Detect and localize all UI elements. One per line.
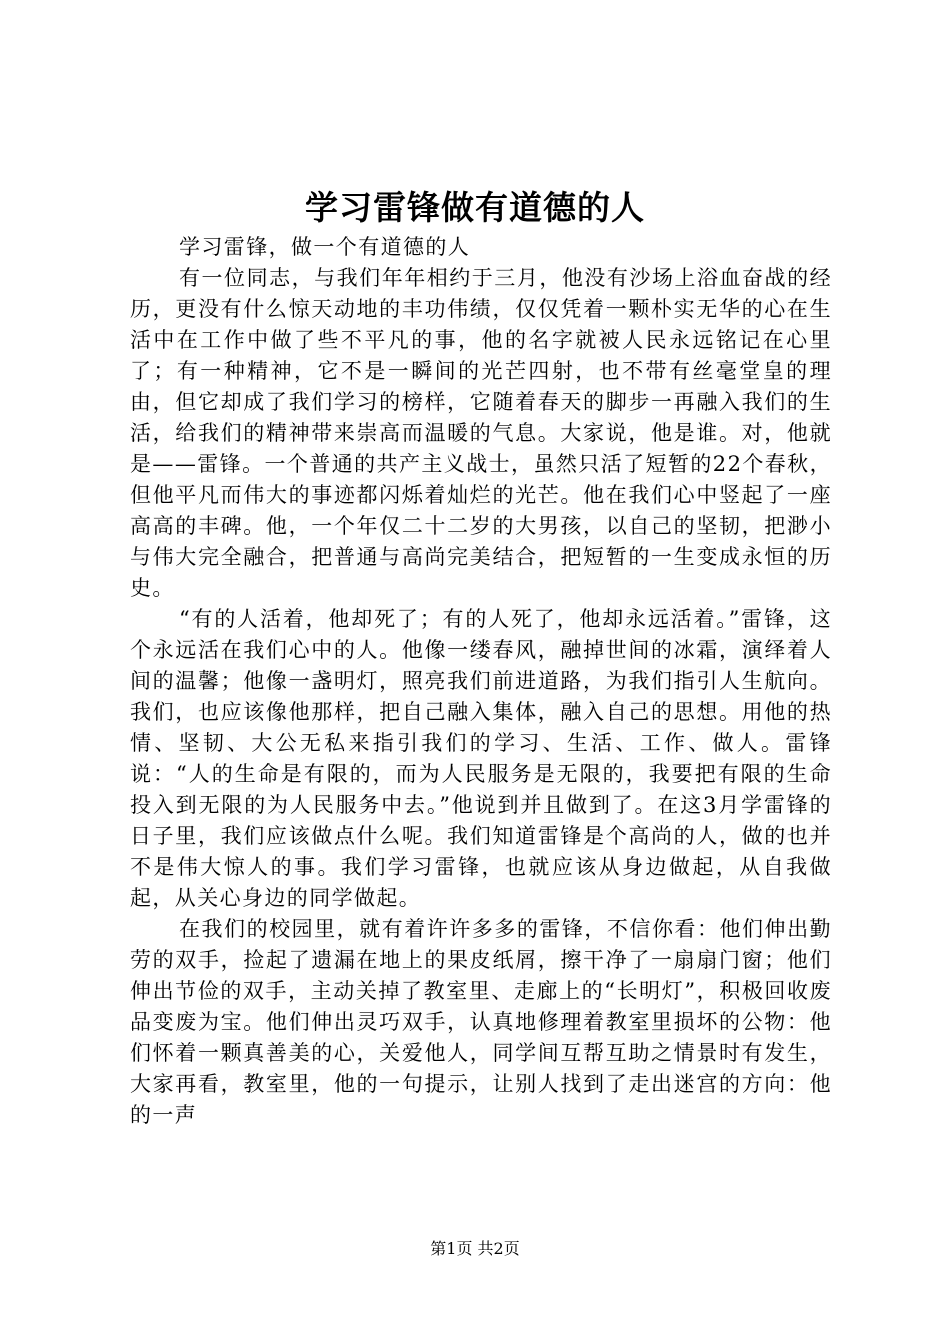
paragraph: 有一位同志，与我们年年相约于三月，他没有沙场上浴血奋战的经历，更没有什么惊天动地的丰功伟绩，仅仅凭着一颗朴实无华的心在生活中在工作中做了些不平凡的事，他的名字就被人民永远铭记在心里了；有一种精神，它不是一瞬间的光芒四射，也不带有丝毫堂皇的理由，但它却成了我们学习的榜样，它随着春天的脚步一再融入我们的生活，给我们的精神带来崇高而温暖的气息。大家说，他是谁。对，他就是——雷锋。一个普通的共产主义战士，虽然只活了短暂的22个春秋，但他平凡而伟大的事迹都闪烁着灿烂的光芒。他在我们心中竖起了一座高高的丰碑。他，一个年仅二十二岁的大男孩，以自己的坚韧，把渺小与伟大完全融合，把普通与高尚完美结合，把短暂的一生变成永恒的历史。 <box>130 266 832 600</box>
paragraph: “有的人活着，他却死了；有的人死了，他却永远活着。”雷锋，这个永远活在我们心中的人。他像一缕春风，融掉世间的冰霜，演绎着人间的温馨；他像一盏明灯，照亮我们前进道路，为我们指引人生航向。我们，也应该像他那样，把自己融入集体，融入自己的思想。用他的热情、坚韧、大公无私来指引我们的学习、生活、工作、做人。雷锋说：“人的生命是有限的，而为人民服务是无限的，我要把有限的生命投入到无限的为人民服务中去。”他说到并且做到了。在这3月学雷锋的日子里，我们应该做点什么呢。我们知道雷锋是个高尚的人，做的也并不是伟大惊人的事。我们学习雷锋，也就应该从身边做起，从自我做起，从关心身边的同学做起。 <box>130 607 832 910</box>
page-footer: 第1页 共2页 <box>430 1239 520 1258</box>
document-body <box>130 232 832 1131</box>
document-title: 学习雷锋做有道德的人 <box>305 188 645 227</box>
document-subtitle: 学习雷锋，做一个有道德的人 <box>179 235 471 259</box>
paragraph: 在我们的校园里，就有着许许多多的雷锋，不信你看：他们伸出勤劳的双手，捡起了遗漏在地上的果皮纸屑，擦干净了一扇扇门窗；他们伸出节俭的双手，主动关掉了教室里、走廊上的“长明灯”，积极回收废品变废为宝。他们伸出灵巧双手，认真地修理着教室里损坏的公物：他们怀着一颗真善美的心，关爱他人，同学间互帮互助之情景时有发生，大家再看，教室里，他的一句提示，让别人找到了走出迷宫的方向：他的一声 <box>130 917 832 1127</box>
